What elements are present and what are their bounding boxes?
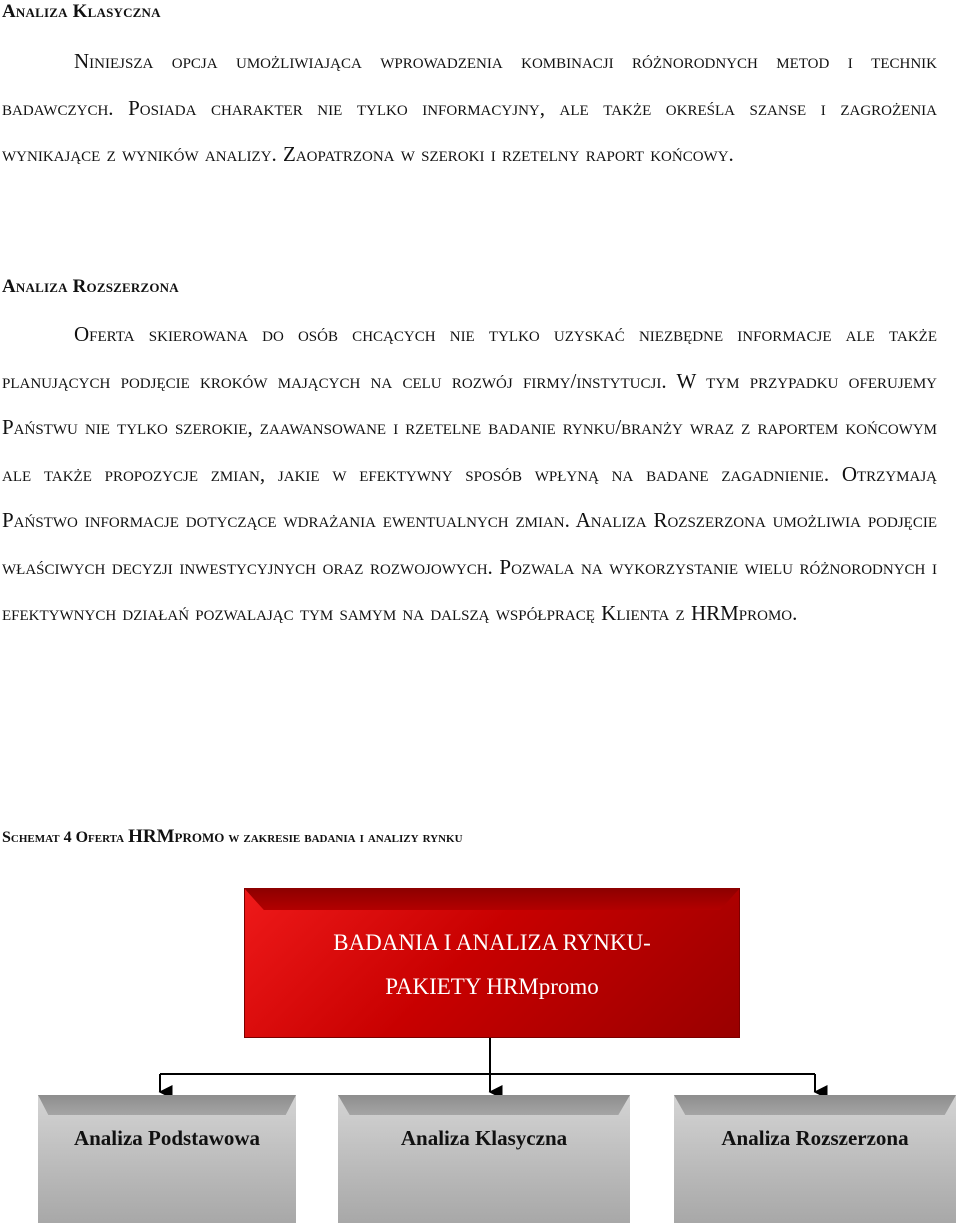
caption-suffix: w zakresie badania i analizy rynku [224, 829, 463, 846]
package-box-rozszerzona-bevel [674, 1095, 956, 1115]
package-box-klasyczna-bevel [338, 1095, 630, 1115]
schema-caption [2, 826, 463, 848]
diagram-main-title-line2: PAKIETY HRMpromo [385, 974, 599, 999]
package-box-podstawowa-bevel [38, 1095, 296, 1115]
caption-brand: HRMpromo [128, 826, 225, 847]
package-label-rozszerzona: Analiza Rozszerzona [721, 1125, 909, 1150]
diagram-main-title-line1: BADANIA I ANALIZA RYNKU- [333, 930, 651, 955]
diagram-main-box-bevel [244, 888, 740, 910]
section-heading-analiza-klasyczna: Analiza Klasyczna [2, 1, 161, 22]
section-paragraph-analiza-rozszerzona: Oferta skierowana do osób chcących nie tylko uzyskać niezbędne informacje ale także planujących podjęcie kroków mających na celu rozwój firmy/instytucji. W tym przypadku oferujemy Państwu nie tylko szerokie, zaawansowane i rzetelne badanie rynku/branży wraz z raportem końcowym ale także propozycje zmian, jakie w efektywny sposób wpłyną na badane zagadnienie. Otrzymają Państwo informacje dotyczące wdrażania ewentualnych zmian. Analiza Rozszerzona umożliwia podjęcie właściwych decyzji inwestycyjnych oraz rozwojowych. Pozwala na wykorzystanie wielu różnorodnych i efektywnych działań pozwalając tym samym na dalszą współpracę Klienta z HRMpromo. [2, 322, 937, 625]
caption-prefix: Schemat 4 Oferta [2, 829, 129, 846]
section-paragraph-analiza-klasyczna: Niniejsza opcja umożliwiająca wprowadzenia kombinacji różnorodnych metod i technik badawczych. Posiada charakter nie tylko informacyjny, ale także określa szanse i zagrożenia wynikające z wyników analizy. Zaopatrzona w szeroki i rzetelny raport końcowy. [2, 49, 937, 166]
package-label-podstawowa: Analiza Podstawowa [73, 1125, 261, 1150]
section-heading-analiza-rozszerzona: Analiza Rozszerzona [2, 276, 179, 297]
package-label-klasyczna: Analiza Klasyczna [400, 1125, 568, 1150]
diagram-main-title [244, 910, 740, 1020]
